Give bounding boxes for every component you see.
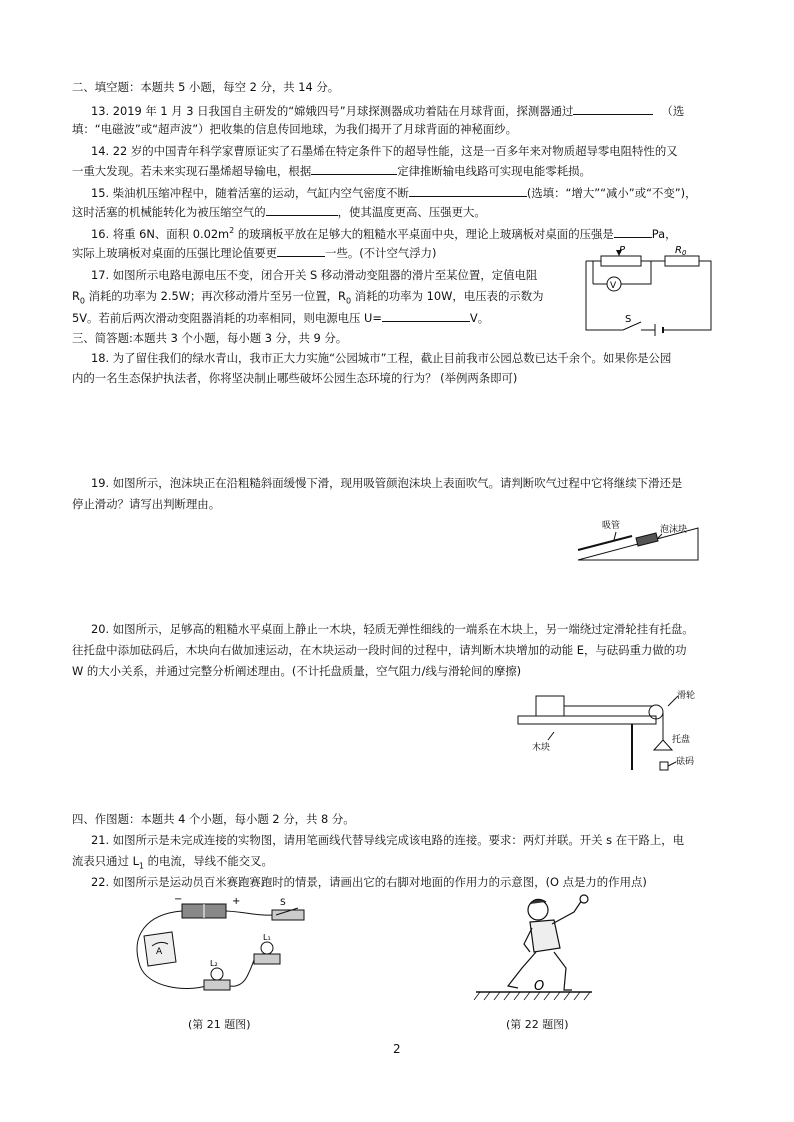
q21-line2: 流表只通过 $L_1$ 的电流，导线不能交叉。 (72, 854, 273, 871)
label-v: V (610, 281, 617, 291)
q18-answer-area[interactable] (72, 390, 722, 470)
runner-front-arm (552, 900, 582, 924)
label-s: S (280, 898, 286, 908)
q21-line1: 21. 如图所示是未完成连接的实物图，请用笔画线代替导线完成该电路的连接。要求：两灯并联。开关 s 在干路上，电 (91, 833, 685, 847)
lamp-l1-base (254, 954, 280, 964)
label-minus: − (174, 894, 183, 905)
wire-l2-l1 (230, 960, 254, 986)
q17-line1: 17. 如图所示电路电源电压不变，闭合开关 S 移动滑动变阻器的滑片至某位置，定值电阻 (91, 268, 538, 282)
resistor-r0 (665, 256, 699, 266)
q21-circuit-objects[interactable] (126, 896, 316, 1000)
q18-line1: 18. 为了留住我们的绿水青山，我市正大力实施“公园城市”工程，截止目前我市公园总数已达千余个。如果你是公园 (91, 351, 672, 365)
q22-caption: (第 22 题图) (506, 1018, 569, 1031)
label-tray: 托盘 (672, 735, 691, 745)
q15-line1: 15. 柴油机压缩冲程中，随着活塞的运动，气缸内空气密度不断 (选填：“增大”“减小”或“不变”)， (91, 186, 697, 200)
q16-line2: 实际上玻璃板对桌面的压强比理论值要更 一些。(不计空气浮力) (72, 246, 437, 260)
label-l2: L₂ (210, 959, 218, 968)
q21-caption: (第 21 题图) (188, 1018, 251, 1031)
q19-line2: 停止滑动？请写出判断理由。 (72, 497, 221, 511)
runner-shirt (530, 920, 560, 952)
label-p: P (619, 245, 626, 256)
label-foam: 泡沫块 (660, 525, 688, 535)
q17-circuit-diagram (583, 246, 715, 336)
label-l1: L₁ (263, 933, 271, 942)
q17-line2: $R_0$ 消耗的功率为 2.5W；再次移动滑片至另一位置，$R_0$ 消耗的功率为 10W，电压表的示数为 (72, 289, 544, 306)
page-number: 2 (393, 1042, 401, 1056)
q14-line1: 14. 22 岁的中国青年科学家曹原证实了石墨烯在特定条件下的超导性能，这是一百多年来对物质超导零电阻特性的又 (91, 144, 678, 158)
q14-line2: 一重大发现。若未来实现石墨烯超导输电，根据 定律推断输电线路可实现电能零耗损。 (72, 164, 591, 178)
q20-line3: W 的大小关系，并通过完整分析阐述理由。(不计托盘质量，空气阻力/线与滑轮间的摩擦) (72, 664, 522, 678)
label-r0: $R_0$ (675, 245, 687, 257)
q14-blank[interactable] (311, 163, 397, 175)
q15-blank1[interactable] (409, 185, 527, 197)
q20-line1: 20. 如图所示，足够高的粗糙水平桌面上静止一木块，轻质无弹性细线的一端系在木块上，另一端绕过定滑轮挂有托盘。 (91, 622, 694, 636)
q13-line1: 13. 2019 年 1 月 3 日我国自主研发的“嫦娥四号”月球探测器成功着陆在月球背面，探测器通过 （选 (91, 104, 685, 118)
label-o: O (534, 979, 545, 994)
runner-back-arm (524, 928, 532, 952)
label-straw: 吸管 (602, 521, 621, 531)
section-short-heading: 三、简答题:本题共 3 个小题，每小题 3 分，共 9 分。 (72, 331, 348, 345)
tray (654, 740, 672, 750)
q13-line2: 填：“电磁波”或“超声波”）把收集的信息传回地球，为我们揭开了月球背面的神秘面纱。 (72, 122, 518, 136)
q16-blank1[interactable] (614, 226, 652, 238)
runner-right-leg (554, 952, 572, 990)
section-draw-heading: 四、作图题：本题共 4 个小题，每小题 2 分，共 8 分。 (72, 812, 355, 826)
q22-runner-diagram[interactable] (470, 890, 600, 1006)
q15-line2: 这时活塞的机械能转化为被压缩空气的 ，使其温度更高、压强更大。 (72, 205, 486, 219)
lamp-l2-base (204, 980, 230, 990)
foam-block (636, 533, 658, 546)
label-a: A (156, 947, 163, 957)
q16-blank2[interactable] (277, 245, 325, 257)
lamp-l2-bulb (211, 968, 223, 980)
table-top (518, 716, 656, 724)
q19-line1: 19. 如图所示，泡沫块正在沿粗糙斜面缓慢下滑，现用吸管颜泡沫块上表面吹气。请判断吹气过程中它将继续下滑还是 (91, 476, 683, 490)
runner-left-leg (508, 952, 536, 988)
label-weight: 砝码 (676, 757, 695, 767)
q18-line2: 内的一名生态保护执法者，你将坚决制止哪些破坏公园生态环境的行为？ (举例两条即可) (72, 371, 518, 385)
q17-blank[interactable] (382, 310, 470, 322)
q20-table-pulley-diagram (514, 692, 704, 778)
q19-slope-diagram (574, 516, 704, 566)
rheostat (601, 256, 641, 266)
q16-line1: 16. 将重 6N、面积 $0.02m^2$ 的玻璃板平放在足够大的粗糙水平桌面中央，理论上玻璃板对桌面的压强是 Pa， (91, 226, 677, 241)
label-s: S (625, 314, 632, 325)
q22-line1: 22. 如图所示是运动员百米赛跑赛跑时的情景，请画出它的右脚对地面的作用力的示意图，(O 点是力的作用点) (91, 875, 647, 889)
label-block: 木块 (532, 743, 551, 753)
q17-line3: 5V。若前后两次滑动变阻器消耗的功率相同，则电源电压 U= V。 (72, 311, 490, 325)
label-pulley: 滑轮 (677, 691, 696, 701)
q13-blank[interactable] (573, 103, 653, 115)
lamp-l1-bulb (261, 942, 273, 954)
section-fill-heading: 二、填空题：本题共 5 小题，每空 2 分，共 14 分。 (72, 80, 340, 94)
q15-blank2[interactable] (266, 204, 338, 216)
label-plus: + (232, 896, 241, 907)
wood-block (536, 696, 564, 716)
q20-line2: 往托盘中添加砝码后，木块向右做加速运动，在木块运动一段时间的过程中，请判断木块增加的动能 E，与砝码重力做的功 (72, 643, 687, 657)
weight (660, 762, 668, 770)
wire-to-switch (226, 911, 272, 915)
